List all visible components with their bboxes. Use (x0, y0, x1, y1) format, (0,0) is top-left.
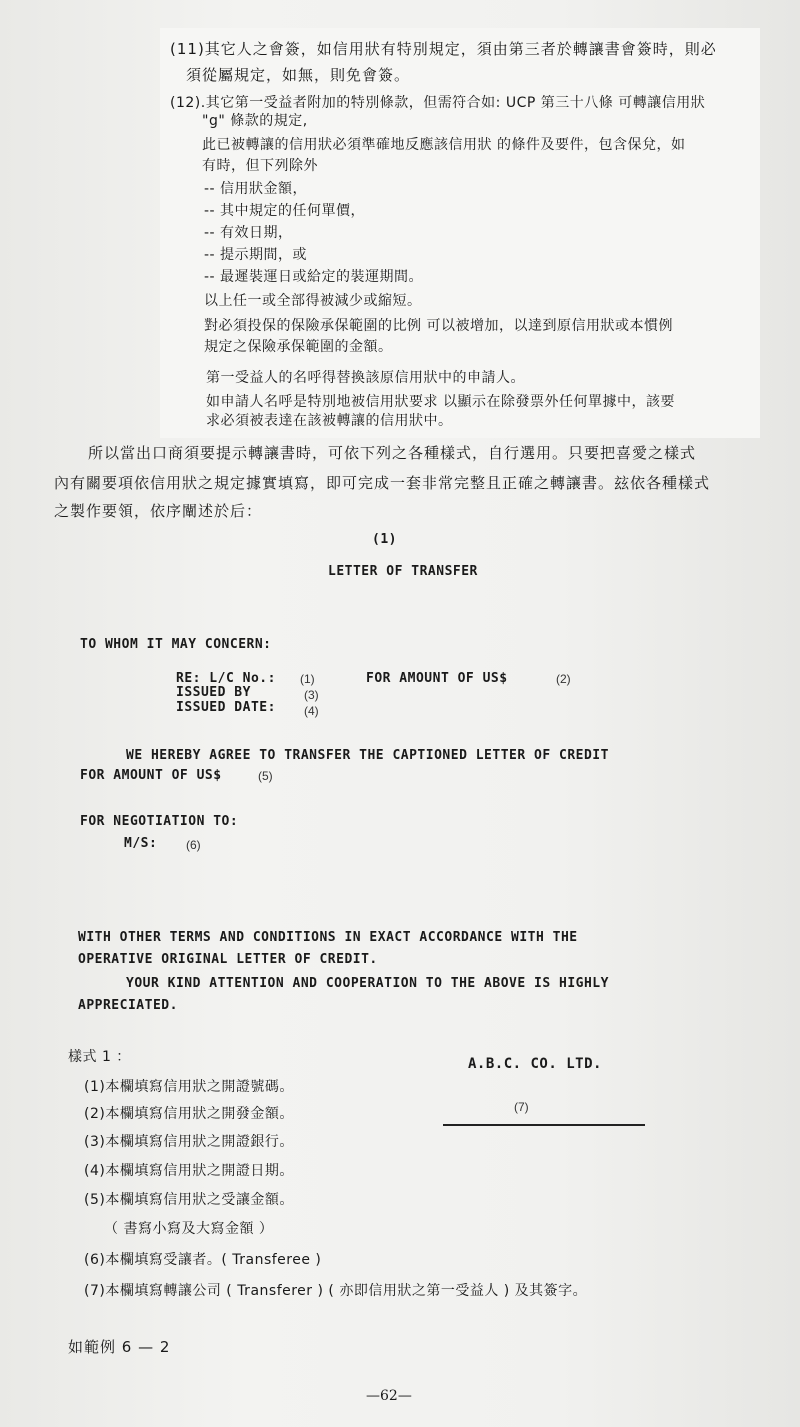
style-heading: 樣式 1 ： (68, 1049, 131, 1065)
exception-item: -- 信用狀金額， (204, 181, 308, 197)
item12-line2: "g" 條款的規定, (202, 113, 308, 129)
exception-item: -- 有效日期， (204, 225, 293, 241)
field-ref-1: (1) (300, 672, 315, 686)
style-note-item: (7)本欄填寫轉讓公司 ( Transferer ) ( 亦即信用狀之第一受益人 ) 及其簽字。 (84, 1283, 588, 1299)
kind-line1: YOUR KIND ATTENTION AND COOPERATION TO THE ABOVE IS HIGHLY (126, 976, 609, 991)
ms-label: M/S: (124, 836, 158, 851)
issued-by-label: ISSUED BY (176, 685, 251, 700)
style-note-item: (6)本欄填寫受讓者。( Transferee ) (84, 1252, 322, 1268)
letter-title: LETTER OF TRANSFER (328, 564, 478, 579)
agree-line2: FOR AMOUNT OF US$ (80, 768, 222, 783)
salutation: TO WHOM IT MAY CONCERN: (80, 637, 272, 652)
field-ref-6: (6) (186, 838, 201, 852)
re-lc-label: RE: L/C No.: (176, 671, 276, 686)
intro-line2: 內有關要項依信用狀之規定據實填寫，即可完成一套非常完整且正確之轉讓書。玆依各種樣式 (54, 474, 711, 492)
applicant-note: 第一受益人的名呼得替換該原信用狀中的申請人。 (206, 370, 525, 386)
style-note-item: (5)本欄填寫信用狀之受讓金額。 (84, 1192, 294, 1208)
exception-item: -- 其中規定的任何單價， (204, 203, 366, 219)
exception-item: -- 最遲裝運日或給定的裝運期間。 (204, 269, 424, 285)
applicant-line1: 如申請人名呼是特別地被信用狀要求 以顯示在除發票外任何單據中，該要 (206, 394, 675, 410)
exception-item: -- 提示期間，或 (204, 247, 308, 263)
item12-line1: (12).其它第一受益者附加的特別條款，但需符合如: UCP 第三十八條 可轉讓信用狀 (170, 95, 706, 111)
terms-line2: OPERATIVE ORIGINAL LETTER OF CREDIT. (78, 952, 378, 967)
style-note-item: (2)本欄填寫信用狀之開發金額。 (84, 1106, 294, 1122)
style-note-item: （ 書寫小寫及大寫金額 ） (104, 1221, 274, 1237)
negotiation-label: FOR NEGOTIATION TO: (80, 814, 239, 829)
insurance-line2: 規定之保險承保範圍的金額。 (204, 339, 393, 355)
reduce-note: 以上任一或全部得被減少或縮短。 (204, 293, 422, 309)
intro-line3: 之製作要領，依序闡述於后： (54, 502, 263, 520)
item11-line1: (11)其它人之會簽，如信用狀有特別規定，須由第三者於轉讓書會簽時，則必 (170, 40, 717, 58)
page-number: —62— (366, 1388, 412, 1404)
field-ref-2: (2) (556, 672, 571, 686)
agree-line1: WE HEREBY AGREE TO TRANSFER THE CAPTIONED LETTER OF CREDIT (126, 748, 609, 763)
example-reference: 如範例 6 — 2 (68, 1338, 171, 1356)
insurance-line1: 對必須投保的保險承保範圍的比例 可以被增加，以達到原信用狀或本慣例 (204, 318, 673, 334)
intro-line1: 所以當出口商須要提示轉讓書時，可依下列之各種樣式，自行選用。只要把喜愛之樣式 (88, 444, 697, 462)
issued-date-label: ISSUED DATE: (176, 700, 276, 715)
item11-line2: 須從屬規定，如無，則免會簽。 (186, 66, 411, 84)
letter-number: (1) (372, 532, 397, 547)
field-ref-4: (4) (304, 704, 319, 718)
field-ref-7: (7) (514, 1100, 529, 1114)
amount-label: FOR AMOUNT OF US$ (366, 671, 508, 686)
terms-line1: WITH OTHER TERMS AND CONDITIONS IN EXACT ACCORDANCE WITH THE (78, 930, 578, 945)
signature-line (443, 1124, 645, 1126)
item12-line3: 此已被轉讓的信用狀必須準確地反應該信用狀 的條件及要件，包含保兌，如 (202, 137, 686, 153)
style-note-item: (4)本欄填寫信用狀之開證日期。 (84, 1163, 294, 1179)
field-ref-5: (5) (258, 769, 273, 783)
style-note-item: (1)本欄填寫信用狀之開證號碼。 (84, 1079, 294, 1095)
applicant-line2: 求必須被表達在該被轉讓的信用狀中。 (206, 413, 453, 429)
item12-line4: 有時，但下列除外 (202, 158, 318, 174)
style-note-item: (3)本欄填寫信用狀之開證銀行。 (84, 1134, 294, 1150)
kind-line2: APPRECIATED. (78, 998, 178, 1013)
field-ref-3: (3) (304, 688, 319, 702)
company-name: A.B.C. CO. LTD. (468, 1056, 602, 1072)
